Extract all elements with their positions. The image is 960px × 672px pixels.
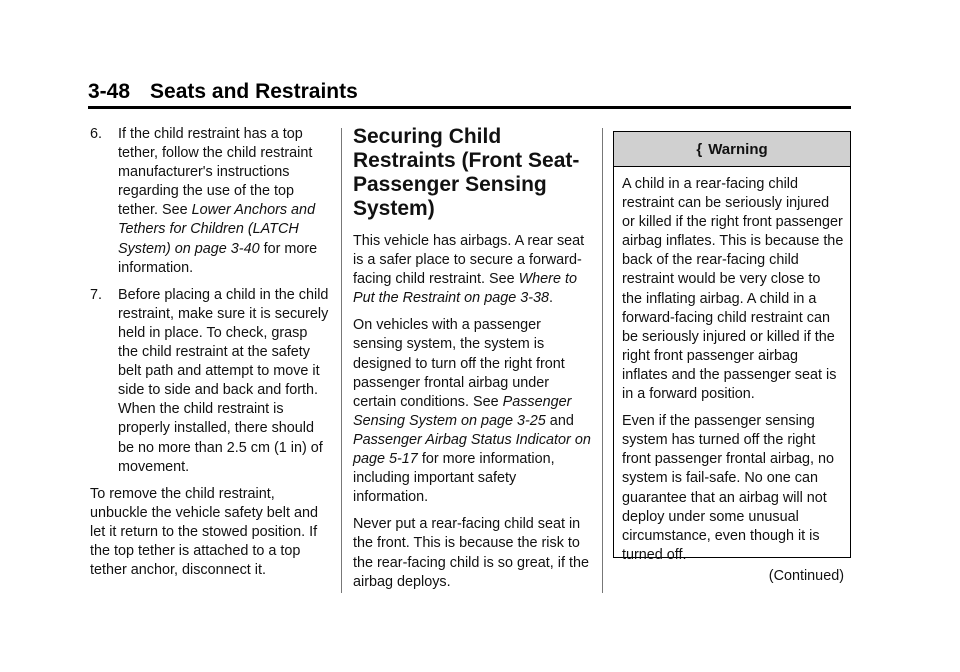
restraint-location-link[interactable]: Where to Put the Restraint on page 3-38 [353, 271, 577, 307]
p1-text-b: . [549, 290, 554, 307]
status-indicator-link[interactable]: Passenger Airbag Status Indicator on page 5-17 [353, 431, 591, 468]
warning-header [614, 132, 850, 167]
page-header [88, 80, 358, 104]
item6-text-a: If the child restraint has a top tether, follow the child restraint manufacturer's instructions regarding the use of the top tether. See [118, 126, 313, 219]
warning-title: Warning [708, 140, 768, 158]
page-number: 3-48 [88, 80, 131, 103]
list-item-6 [90, 125, 330, 278]
rear-facing-paragraph: Never put a rear-facing child seat in the front. This is because the risk to the rear-facing child is so great, if the airbag deploys. [353, 516, 589, 590]
list-number: 6. [90, 126, 103, 142]
section-title: Seats and Restraints [150, 80, 358, 103]
sensing-paragraph [353, 316, 591, 507]
item7-text: Before placing a child in the child restraint, make sure it is securely held in place. To check, grasp the child restraint at the safety belt path and attempt to move it side to side and back and forth. When the child restraint is properly installed, there should be no more than 2.5 cm (1 in) of movement. [118, 286, 329, 475]
list-item-7 [90, 286, 330, 477]
middle-column [353, 125, 591, 600]
p2-text-a: On vehicles with a passenger sensing system, the system is designed to turn off the right front passenger frontal airbag under certain conditions. See [353, 317, 565, 410]
latch-link[interactable]: Lower Anchors and Tethers for Children (LATCH System) on page 3-40 [118, 202, 316, 257]
warning-box [613, 131, 851, 584]
section-heading: Securing Child Restraints (Front Seat-Passenger Sensing System) [353, 125, 580, 220]
remove-paragraph: To remove the child restraint, unbuckle the vehicle safety belt and let it return to the stowed position. If the top tether is attached to a top tether anchor, disconnect it. [90, 485, 319, 579]
item6-text-b: for more information. [118, 240, 318, 276]
airbag-paragraph [353, 232, 591, 308]
warning-paragraph-2: Even if the passenger sensing system has turned off the right front passenger frontal airbag, no system is fail-safe. No one can guarantee that an airbag will not deploy under some unusual circumstance, even though it is turned off. [622, 413, 834, 563]
p2-text-mid: and [545, 412, 574, 429]
column-divider-1 [341, 128, 342, 593]
p1-text-a: This vehicle has airbags. A rear seat is a safer place to secure a forward-facing child restraint. See [353, 233, 585, 288]
continued-label: (Continued) [768, 567, 844, 584]
warning-triangle-icon: { [696, 140, 703, 158]
list-number: 7. [90, 286, 103, 303]
left-column [90, 125, 330, 588]
column-divider-2 [602, 128, 603, 593]
header-rule [88, 106, 851, 109]
sensing-system-link[interactable]: Passenger Sensing System on page 3-25 [353, 393, 572, 429]
warning-body [614, 167, 850, 586]
p2-text-b: for more information, including important safety information. [353, 451, 555, 506]
warning-paragraph-1: A child in a rear-facing child restraint can be seriously injured or killed if the right front passenger airbag inflates. This is because the back of the rear-facing child restraint would be very close to the inflating airbag. A child in a forward-facing child restraint can be seriously injured or killed if the right front passenger airbag inflates and the passenger seat is in a forward position. [622, 176, 844, 403]
